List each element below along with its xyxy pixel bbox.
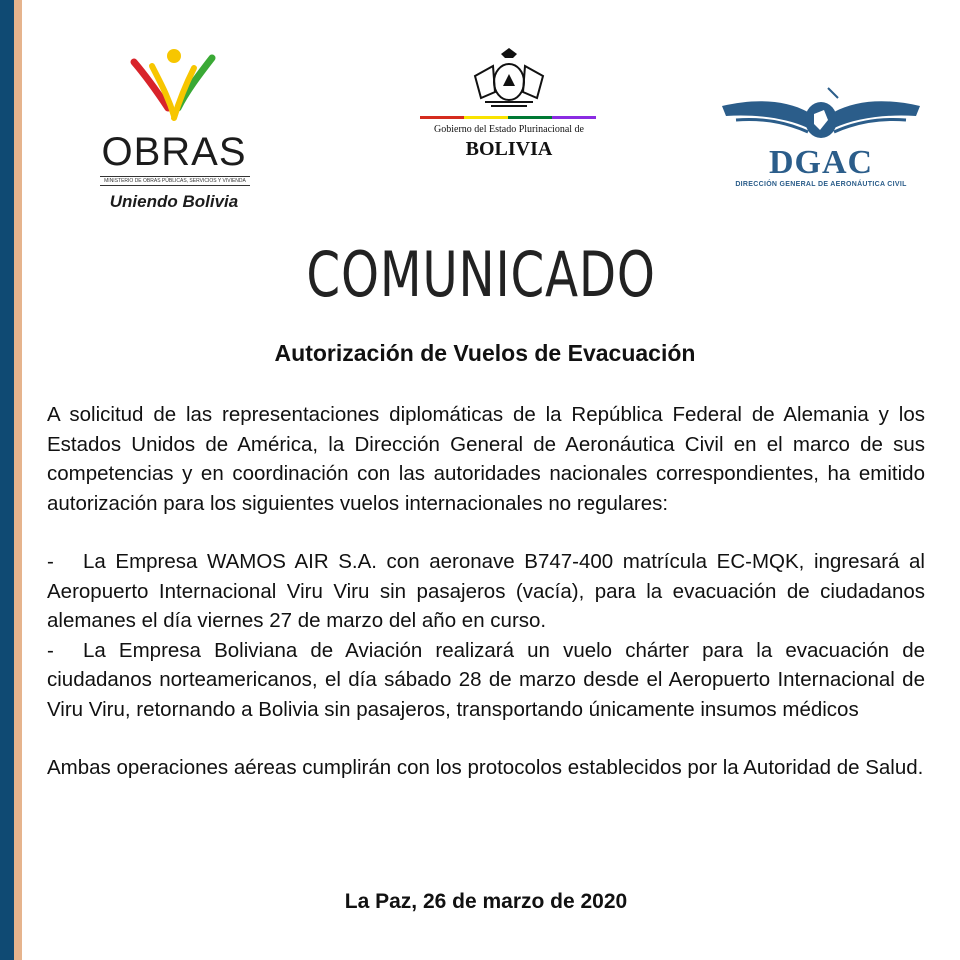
obras-emblem-icon [94,46,254,130]
dgac-logo [716,84,926,194]
dgac-fullname: DIRECCIÓN GENERAL DE AERONÁUTICA CIVIL [735,181,907,188]
list-item-text: La Empresa Boliviana de Aviación realizará un vuelo chárter para la evacuación de ciudadanos norteamericanos, el día sábado 28 de marzo desde el Aeropuerto Internacional de Viru Viru, retornando a Bolivia sin pasajeros, transportando únicamente insumos médicos [47,638,925,721]
obras-logo [94,46,254,216]
dgac-acronym: DGAC [768,144,874,181]
bolivia-color-line [420,116,596,119]
bolivia-logo-line2: BOLIVIA [465,138,553,160]
left-border-stripe-tan [14,0,22,960]
place-and-date: La Paz, 26 de marzo de 2020 [344,890,628,913]
document-heading: COMUNICADO [306,238,656,311]
obras-slogan: Uniendo Bolivia [109,192,239,211]
list-item-text: La Empresa WAMOS AIR S.A. con aeronave B747-400 matrícula EC-MQK, ingresará al Aeropuerto Internacional Viru Viru sin pasajeros (vacía), para la evacuación de ciudadanos alemanes el día viernes 27 de marzo del año en curso. [47,550,925,632]
list-bullet: - [47,638,54,662]
closing-paragraph: Ambas operaciones aéreas cumplirán con los protocolos establecidos por la Autoridad de Salud. [47,756,924,779]
list-item [47,547,925,636]
obras-ministry-subtitle: MINISTERIO DE OBRAS PÚBLICAS, SERVICIOS Y VIVIENDA [100,176,250,186]
document-subheading: Autorización de Vuelos de Evacuación [274,340,696,366]
bolivia-government-logo [414,44,604,164]
intro-paragraph: A solicitud de las representaciones diplomáticas de la República Federal de Alemania y los Estados Unidos de América, la Dirección General de Aeronáutica Civil en el marco de sus competencias y en coordinación con las autoridades nacionales correspondientes, ha emitido autorización para los siguientes vuelos internacionales no regulares: [47,403,925,515]
obras-wordmark: OBRAS [101,130,247,174]
dgac-wings-icon [716,84,926,146]
list-item [47,636,925,725]
list-bullet: - [47,550,54,573]
left-border-stripe-blue [0,0,14,960]
bolivia-coat-of-arms-icon [471,46,547,112]
bolivia-logo-line1: Gobierno del Estado Plurinacional de [434,124,584,135]
document-body [47,400,925,783]
